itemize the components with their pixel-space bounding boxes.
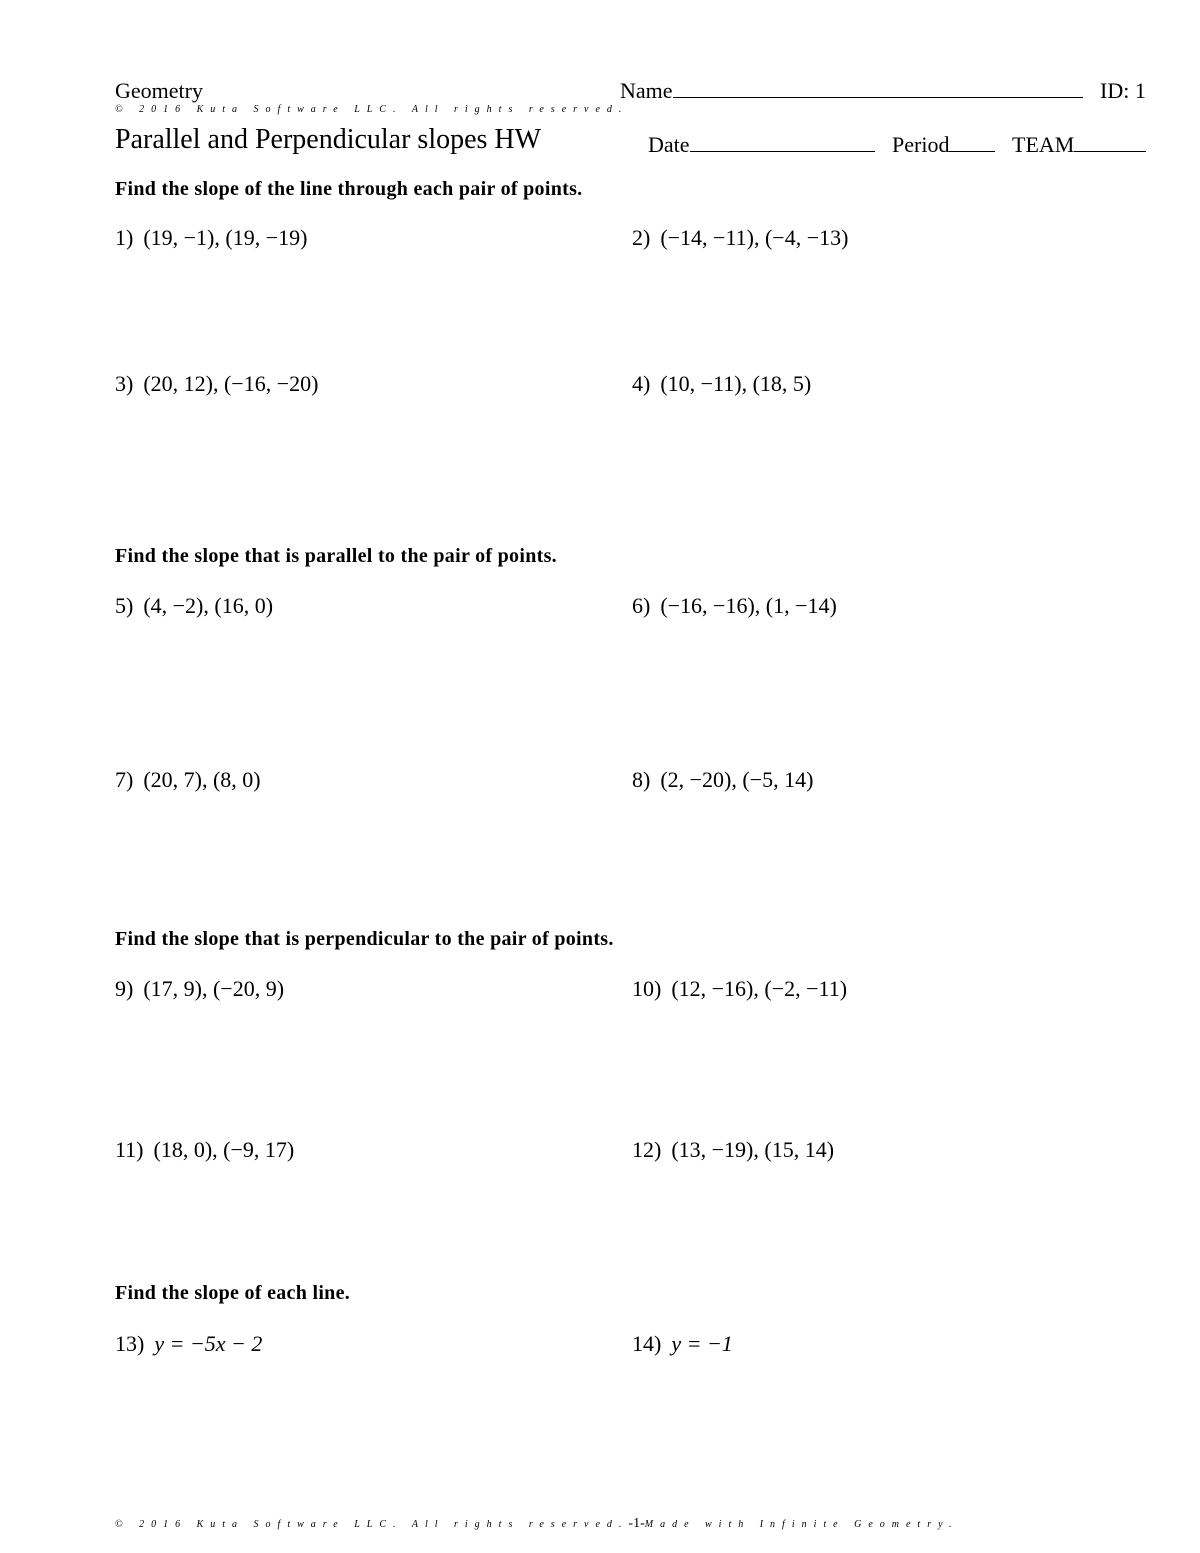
problem-equation: y = −1 [671, 1331, 733, 1356]
problem-number: 7) [115, 767, 134, 792]
problem-number: 12) [632, 1137, 662, 1162]
problem-number: 3) [115, 371, 134, 396]
problem-1 [115, 225, 307, 251]
footer-made-with: Made with Infinite Geometry. [644, 1519, 959, 1530]
course-label: Geometry [115, 78, 203, 103]
section-2-instruction: Find the slope that is parallel to the pair of points. [115, 545, 557, 567]
problem-points: (−16, −16), (1, −14) [660, 593, 837, 618]
problem-8 [632, 767, 813, 793]
problem-points: (18, 0), (−9, 17) [153, 1137, 295, 1162]
problem-number: 11) [115, 1137, 144, 1162]
problem-points: (2, −20), (−5, 14) [660, 767, 814, 792]
problem-6 [632, 593, 837, 619]
problem-points: (−14, −11), (−4, −13) [660, 225, 849, 250]
problem-number: 6) [632, 593, 651, 618]
problem-points: (19, −1), (19, −19) [143, 225, 308, 250]
problem-points: (17, 9), (−20, 9) [143, 976, 285, 1001]
problem-number: 1) [115, 225, 134, 250]
team-blank[interactable] [1074, 133, 1146, 152]
problem-14 [632, 1331, 733, 1357]
page-number: -1- [628, 1516, 645, 1531]
section-3-instruction: Find the slope that is perpendicular to the pair of points. [115, 928, 614, 950]
period-label: Period [892, 132, 950, 157]
section-1-instruction: Find the slope of the line through each pair of points. [115, 178, 583, 200]
problem-4 [632, 371, 811, 397]
problem-points: (20, 7), (8, 0) [143, 767, 261, 792]
name-field[interactable] [620, 78, 1083, 104]
problem-12 [632, 1137, 834, 1163]
problem-number: 9) [115, 976, 134, 1001]
problem-number: 13) [115, 1331, 145, 1356]
problem-equation: y = −5x − 2 [154, 1331, 263, 1356]
date-blank[interactable] [690, 133, 875, 152]
date-field[interactable] [648, 132, 875, 158]
footer [115, 1516, 959, 1532]
problem-number: 14) [632, 1331, 662, 1356]
problem-points: (10, −11), (18, 5) [660, 371, 812, 396]
problem-number: 8) [632, 767, 651, 792]
problem-number: 4) [632, 371, 651, 396]
problem-number: 5) [115, 593, 134, 618]
team-label: TEAM [1012, 132, 1075, 157]
problem-9 [115, 976, 284, 1002]
footer-copyright: © 2016 Kuta Software LLC. All rights reserved. [115, 1519, 629, 1530]
problem-number: 10) [632, 976, 662, 1001]
date-label: Date [648, 132, 690, 157]
problem-2 [632, 225, 848, 251]
id-label: ID: 1 [1100, 78, 1146, 103]
problem-11 [115, 1137, 294, 1163]
period-blank[interactable] [949, 133, 995, 152]
problem-5 [115, 593, 273, 619]
team-field[interactable] [1012, 132, 1146, 158]
problem-10 [632, 976, 847, 1002]
name-blank[interactable] [673, 79, 1083, 98]
problem-number: 2) [632, 225, 651, 250]
period-field[interactable] [892, 132, 995, 158]
problem-7 [115, 767, 261, 793]
page-title: Parallel and Perpendicular slopes HW [115, 124, 542, 155]
name-label: Name [620, 78, 673, 103]
problem-13 [115, 1331, 262, 1357]
section-4-instruction: Find the slope of each line. [115, 1282, 351, 1304]
problem-3 [115, 371, 318, 397]
problem-points: (13, −19), (15, 14) [671, 1137, 835, 1162]
problem-points: (4, −2), (16, 0) [143, 593, 274, 618]
copyright-notice: © 2016 Kuta Software LLC. All rights reserved. [115, 104, 629, 115]
problem-points: (12, −16), (−2, −11) [671, 976, 848, 1001]
problem-points: (20, 12), (−16, −20) [143, 371, 319, 396]
